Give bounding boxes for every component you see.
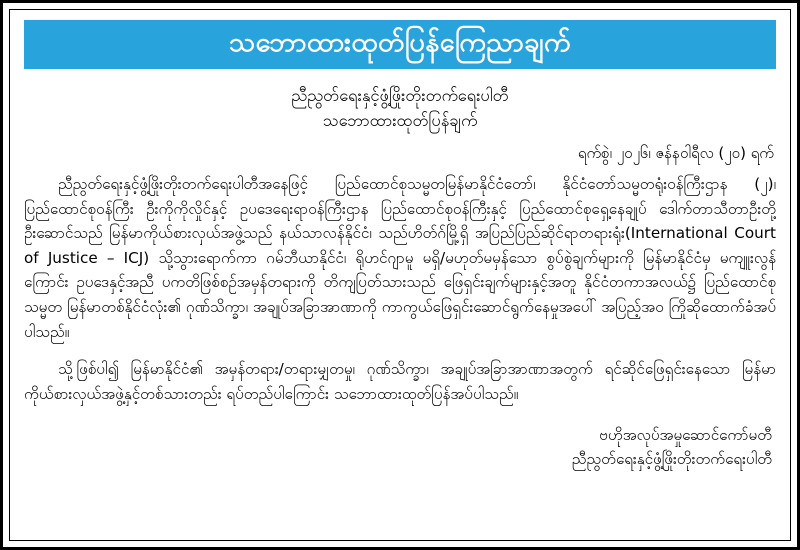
document-subtitle-block: [24, 83, 776, 134]
signature-block: [24, 423, 776, 472]
document-date: ရက်စွဲ၊ ၂၀၂၆၊ ဇန်နဝါရီလ (၂၀) ရက်: [577, 143, 774, 162]
document-inner-frame: [9, 9, 791, 541]
body-paragraph-1: ညီညွတ်ရေးနှင့်ဖွံ့ဖြိုးတိုးတက်ရေးပါတီအနေဖြင့် ပြည်ထောင်စုသမ္မတမြန်မာနိုင်ငံတော်၊ နိုင်ငံတော်သမ္မတရုံးဝန်ကြီးဌာန (၂)၊ ပြည်ထောင်စုဝန်ကြီး ဦးကိုကိုလှိုင်နှင့် ဥပဒေရေးရာဝန်ကြီးဌာန ပြည်ထောင်စုဝန်ကြီးနှင့် ပြည်ထောင်စုရှေ့နေချုပ် ဒေါက်တာသီတာဦးတို့ ဦးဆောင်သည် မြန်မာကိုယ်စားလှယ်အဖွဲ့သည် နယ်သာလန်နိုင်ငံ၊ သည်ဟိတ်ဂ်မြို့ရှိ အပြည်ပြည်ဆိုင်ရာတရားရုံး(International Court of Justice – ICJ) သို့သွားရောက်ကာ ဂမ်ဘီယာနိုင်ငံ၊ ရိုဟင်ဂျာမူ မရှိ/မဟုတ်မမှန်သော စွပ်စွဲချက်များကို မြန်မာနိုင်ငံမှ မကျူးလွန်ကြောင်း ဥပဒေနှင့်အညီ ပကတိဖြစ်စဉ်အမှန်တရားကို တိကျပြတ်သားသည် ဖြေရှင်းချက်များနှင့်အတူ နိုင်ငံတကာအလယ်၌ ပြည်ထောင်စုသမ္မတ မြန်မာတစ်နိုင်ငံလုံး၏ ဂုဏ်သိက္ခာ၊ အချုပ်အခြာအာဏာကို ကာကွယ်ဖြေရှင်းဆောင်ရွက်နေမှုအပေါ် အပြည့်အဝ ကြိုဆိုထောက်ခံအပ်ပါသည်။: [24, 174, 776, 341]
organization-name: ညီညွတ်ရေးနှင့်ဖွံ့ဖြိုးတိုးတက်ရေးပါတီ: [291, 85, 509, 105]
signature-committee: ဗဟိုအလုပ်အမှုဆောင်ကော်မတီ: [599, 425, 772, 444]
body-paragraph-2: သို့ဖြစ်ပါ၍ မြန်မာနိုင်ငံ၏ အမှန်တရား/တရားမျှတမှု၊ ဂုဏ်သိက္ခာ၊ အချုပ်အခြာအာဏာအတွက် ရင်ဆိုင်ဖြေရှင်းနေသော မြန်မာကိုယ်စားလှယ်အဖွဲ့နှင့်တစ်သားတည်း ရပ်တည်ပါကြောင်း သဘောထားထုတ်ပြန်အပ်ပါသည်။: [24, 360, 776, 403]
document-title-banner: သဘောထားထုတ်ပြန်ကြေညာချက်: [24, 20, 776, 69]
signature-party: ညီညွတ်ရေးနှင့်ဖွံ့ဖြိုးတိုးတက်ရေးပါတီ: [571, 449, 772, 468]
document-type-line: သဘောထားထုတ်ပြန်ချက်: [322, 111, 478, 131]
